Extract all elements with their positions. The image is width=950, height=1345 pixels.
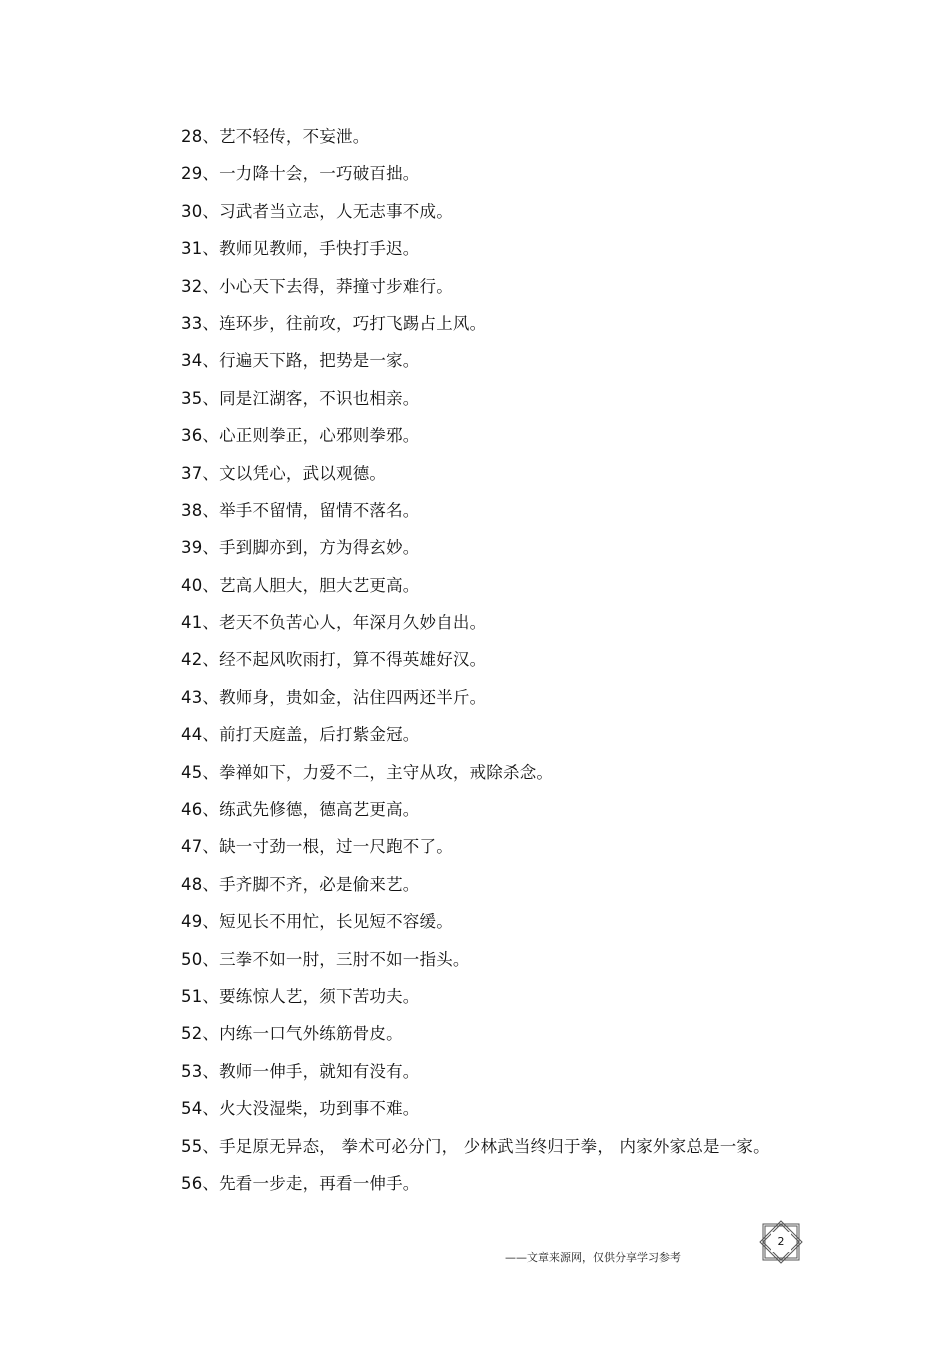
page-number: 2 [777,1235,785,1248]
proverb-line: 33、连环步，往前攻，巧打飞踢占上风。 [181,313,487,333]
proverb-line: 40、艺高人胆大，胆大艺更高。 [181,575,420,595]
proverb-line: 30、习武者当立志，人无志事不成。 [181,201,453,221]
proverb-line: 43、教师身，贵如金，沾住四两还半斤。 [181,687,487,707]
proverb-line: 35、同是江湖客，不识也相亲。 [181,388,420,408]
proverb-line: 51、要练惊人艺，须下苦功夫。 [181,986,420,1006]
proverb-line: 38、举手不留情，留情不落名。 [181,500,420,520]
proverb-line: 52、内练一口气外练筋骨皮。 [181,1024,403,1044]
proverb-list [181,124,770,1208]
proverb-line: 56、先看一步走，再看一伸手。 [181,1173,420,1193]
proverb-line: 28、艺不轻传，不妄泄。 [181,127,370,146]
proverb-line: 55、手足原无异态， 拳术可必分门， 少林武当终归于拳， 内家外家总是一家。 [181,1136,770,1156]
proverb-line: 48、手齐脚不齐，必是偷来艺。 [181,874,420,894]
proverb-line: 49、短见长不用忙，长见短不容缓。 [181,912,453,932]
proverb-line: 47、缺一寸劲一根，过一尺跑不了。 [181,837,453,857]
page-number-badge [757,1220,805,1264]
proverb-line: 41、老天不负苦心人，年深月久妙自出。 [181,613,487,633]
proverb-line: 53、教师一伸手，就知有没有。 [181,1061,420,1081]
proverb-line: 54、火大没湿柴，功到事不难。 [181,1099,420,1119]
proverb-line: 34、行遍天下路，把势是一家。 [181,351,420,371]
proverb-line: 37、文以凭心，武以观德。 [181,463,387,483]
proverb-line: 31、教师见教师，手快打手迟。 [181,239,420,259]
proverb-line: 32、小心天下去得，莽撞寸步难行。 [181,276,453,296]
footer-source-note: ——文章来源网，仅供分享学习参考 [505,1251,681,1264]
proverb-line: 50、三拳不如一肘，三肘不如一指头。 [181,949,470,969]
proverb-line: 46、练武先修德，德高艺更高。 [181,800,420,820]
proverb-line: 36、心正则拳正，心邪则拳邪。 [181,426,420,446]
proverb-line: 39、手到脚亦到，方为得玄妙。 [181,538,420,558]
proverb-line: 29、一力降十会，一巧破百拙。 [181,164,420,184]
proverb-line: 45、拳禅如下，力爱不二，主守从攻，戒除杀念。 [181,762,554,782]
proverb-line: 44、前打天庭盖，后打紫金冠。 [181,725,420,745]
proverb-line: 42、经不起风吹雨打，算不得英雄好汉。 [181,650,487,670]
